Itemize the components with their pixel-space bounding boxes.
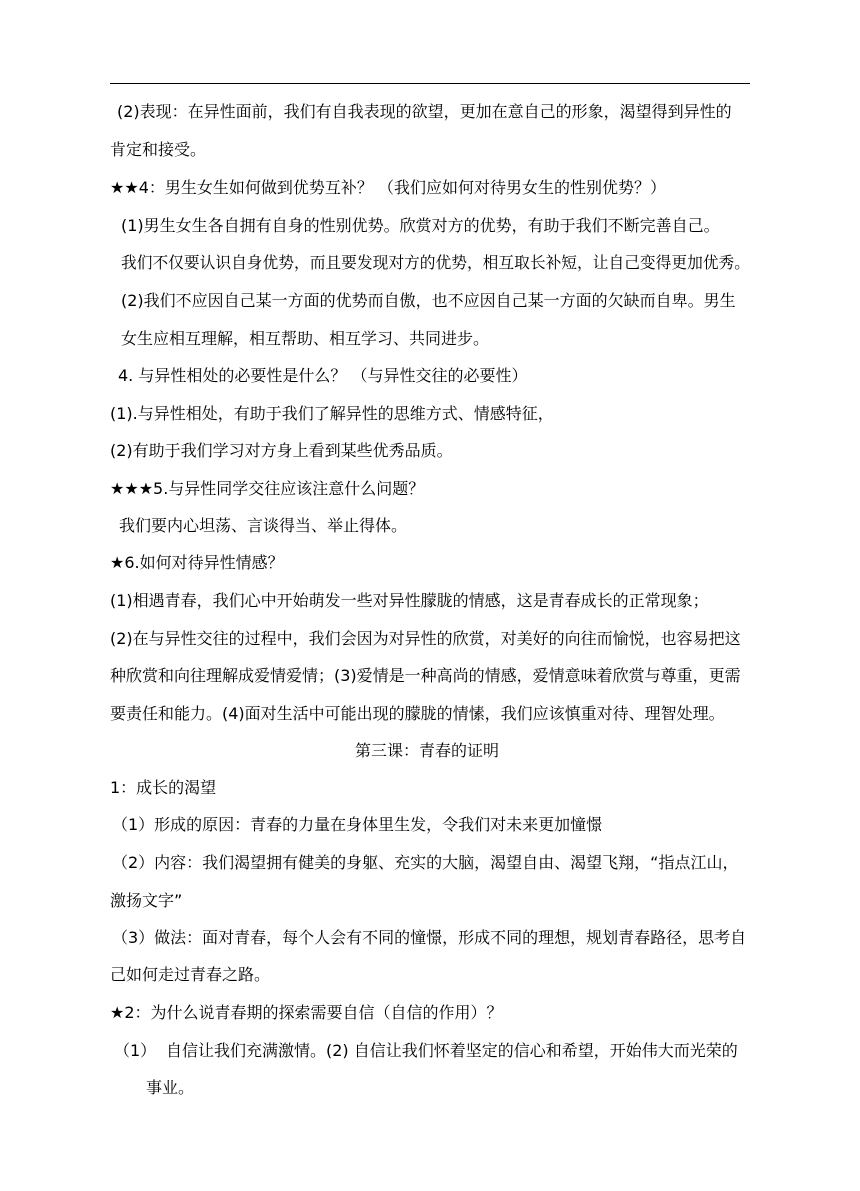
section-heading: ★★4：男生女生如何做到优势互补？ （我们应如何对待男女生的性别优势？） — [110, 178, 666, 197]
section-heading: ★2：为什么说青春期的探索需要自信（自信的作用）？ — [110, 1003, 503, 1022]
text-line: 事业。 — [146, 1078, 195, 1097]
text-line: (2)有助于我们学习对方身上看到某些优秀品质。 — [110, 441, 453, 460]
text-line: （3）做法：面对青春，每个人会有不同的憧憬，形成不同的理想，规划青春路径，思考自 — [112, 928, 747, 947]
header-rule — [110, 83, 750, 84]
text-line: 自信让我们充满激情。(2) 自信让我们怀着坚定的信心和希望，开始伟大而光荣的 — [166, 1041, 738, 1060]
text-line: 我们不仅要认识自身优势，而且要发现对方的优势，相互取长补短，让自己变得更加优秀。 — [121, 253, 751, 272]
text-line: (2)我们不应因自己某一方面的优势而自傲，也不应因自己某一方面的欠缺而自卑。男生 — [121, 291, 736, 310]
text-line: (2)表现：在异性面前，我们有自我表现的欲望，更加在意自己的形象，渴望得到异性的 — [117, 102, 732, 121]
text-line: 己如何走过青春之路。 — [110, 965, 271, 984]
text-line: 女生应相互理解，相互帮助、相互学习、共同进步。 — [121, 329, 490, 348]
text-line: (1).与异性相处，有助于我们了解异性的思维方式、情感特征， — [110, 404, 554, 423]
text-line: (1)相遇青春，我们心中开始萌发一些对异性朦胧的情感，这是青春成长的正常现象； — [110, 591, 709, 610]
list-marker: （1） — [114, 1041, 157, 1060]
lesson-title: 第三课：青春的证明 — [355, 741, 500, 760]
text-line: 激扬文字” — [110, 891, 183, 910]
text-line: 种欣赏和向往理解成爱情爱情；(3)爱情是一种高尚的情感，爱情意味着欣赏与尊重，更需 — [110, 666, 741, 685]
section-heading: 1：成长的渴望 — [110, 778, 217, 797]
section-heading: ★★★5.与异性同学交往应该注意什么问题？ — [110, 479, 425, 498]
text-line: （1）形成的原因：青春的力量在身体里生发，令我们对未来更加憧憬 — [112, 815, 603, 834]
text-line: 肯定和接受。 — [110, 140, 207, 159]
text-line: 我们要内心坦荡、言谈得当、举止得体。 — [119, 516, 408, 535]
section-heading: ★6.如何对待异性情感？ — [110, 553, 284, 572]
section-heading: 4. 与异性相处的必要性是什么？ （与异性交往的必要性） — [118, 366, 528, 385]
text-line: (2)在与异性交往的过程中，我们会因为对异性的欣赏，对美好的向往而愉悦，也容易把这 — [110, 629, 741, 648]
text-line: （2）内容：我们渴望拥有健美的身躯、充实的大脑，渴望自由、渴望飞翔，“指点江山， — [112, 853, 739, 872]
text-line: 要责任和能力。(4)面对生活中可能出现的朦胧的情愫，我们应该慎重对待、理智处理。 — [110, 704, 725, 723]
text-line: (1)男生女生各自拥有自身的性别优势。欣赏对方的优势，有助于我们不断完善自己。 — [121, 216, 720, 235]
